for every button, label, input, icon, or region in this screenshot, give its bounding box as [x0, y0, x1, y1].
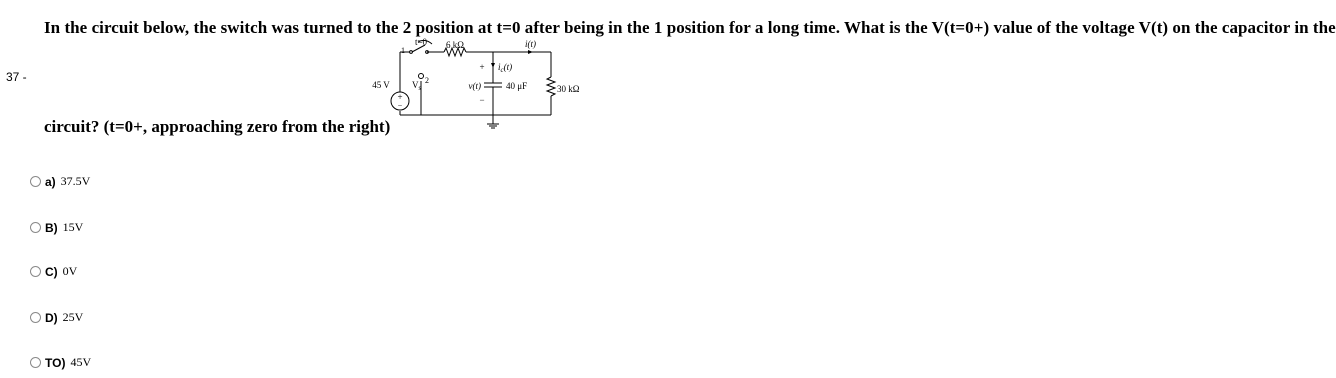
cap-voltage-label: v(t)	[468, 81, 481, 91]
option-c[interactable]	[30, 264, 77, 279]
minus-sign: −	[479, 95, 485, 105]
radio-button[interactable]	[30, 266, 41, 277]
option-a-value: 37.5V	[60, 174, 91, 188]
option-e[interactable]	[30, 355, 91, 370]
radio-button[interactable]	[30, 222, 41, 233]
radio-button[interactable]	[30, 312, 41, 323]
option-d[interactable]	[30, 310, 83, 325]
option-c-value: 0V	[62, 264, 78, 278]
circuit-diagram	[350, 36, 600, 136]
capacitor-value-label: 40 μF	[506, 81, 528, 91]
option-c-label: C)	[45, 264, 58, 279]
option-e-value: 45V	[70, 355, 92, 369]
switch-time-label: t=0	[414, 37, 428, 47]
option-d-value: 25V	[62, 310, 84, 324]
source-plus-sign: +	[397, 92, 403, 102]
question-number: 37 -	[6, 70, 27, 84]
plus-sign: +	[479, 62, 485, 72]
current-i-label: i(t)	[525, 39, 536, 49]
resistor-30k-label: 30 kΩ	[557, 84, 580, 94]
option-b[interactable]	[30, 220, 83, 235]
resistor-6k-label: 6 kΩ	[446, 40, 464, 50]
option-b-value: 15V	[62, 220, 84, 234]
switch-node-1-label: 1	[401, 46, 405, 55]
question-text-line-2: circuit? (t=0+, approaching zero from the right)	[44, 117, 391, 136]
radio-button[interactable]	[30, 357, 41, 368]
question-text-line-1: In the circuit below, the switch was turned to the 2 position at t=0 after being in the 1 position for a long time. What is the V(t=0+) value of the voltage V(t) on the capacitor in the	[44, 18, 1336, 37]
option-d-label: D)	[45, 310, 58, 325]
switch-node-2-label: 2	[425, 76, 429, 85]
option-a-label: a)	[45, 174, 56, 189]
option-a[interactable]	[30, 174, 90, 189]
option-e-label: TO)	[45, 355, 66, 370]
option-b-label: B)	[45, 220, 58, 235]
source-value-label: 45 V	[372, 80, 390, 90]
radio-button[interactable]	[30, 176, 41, 187]
source-name-label: $V_s$	[412, 80, 422, 92]
current-ic-label: $i_c(t)$	[498, 62, 513, 74]
source-minus-sign: −	[397, 101, 403, 110]
